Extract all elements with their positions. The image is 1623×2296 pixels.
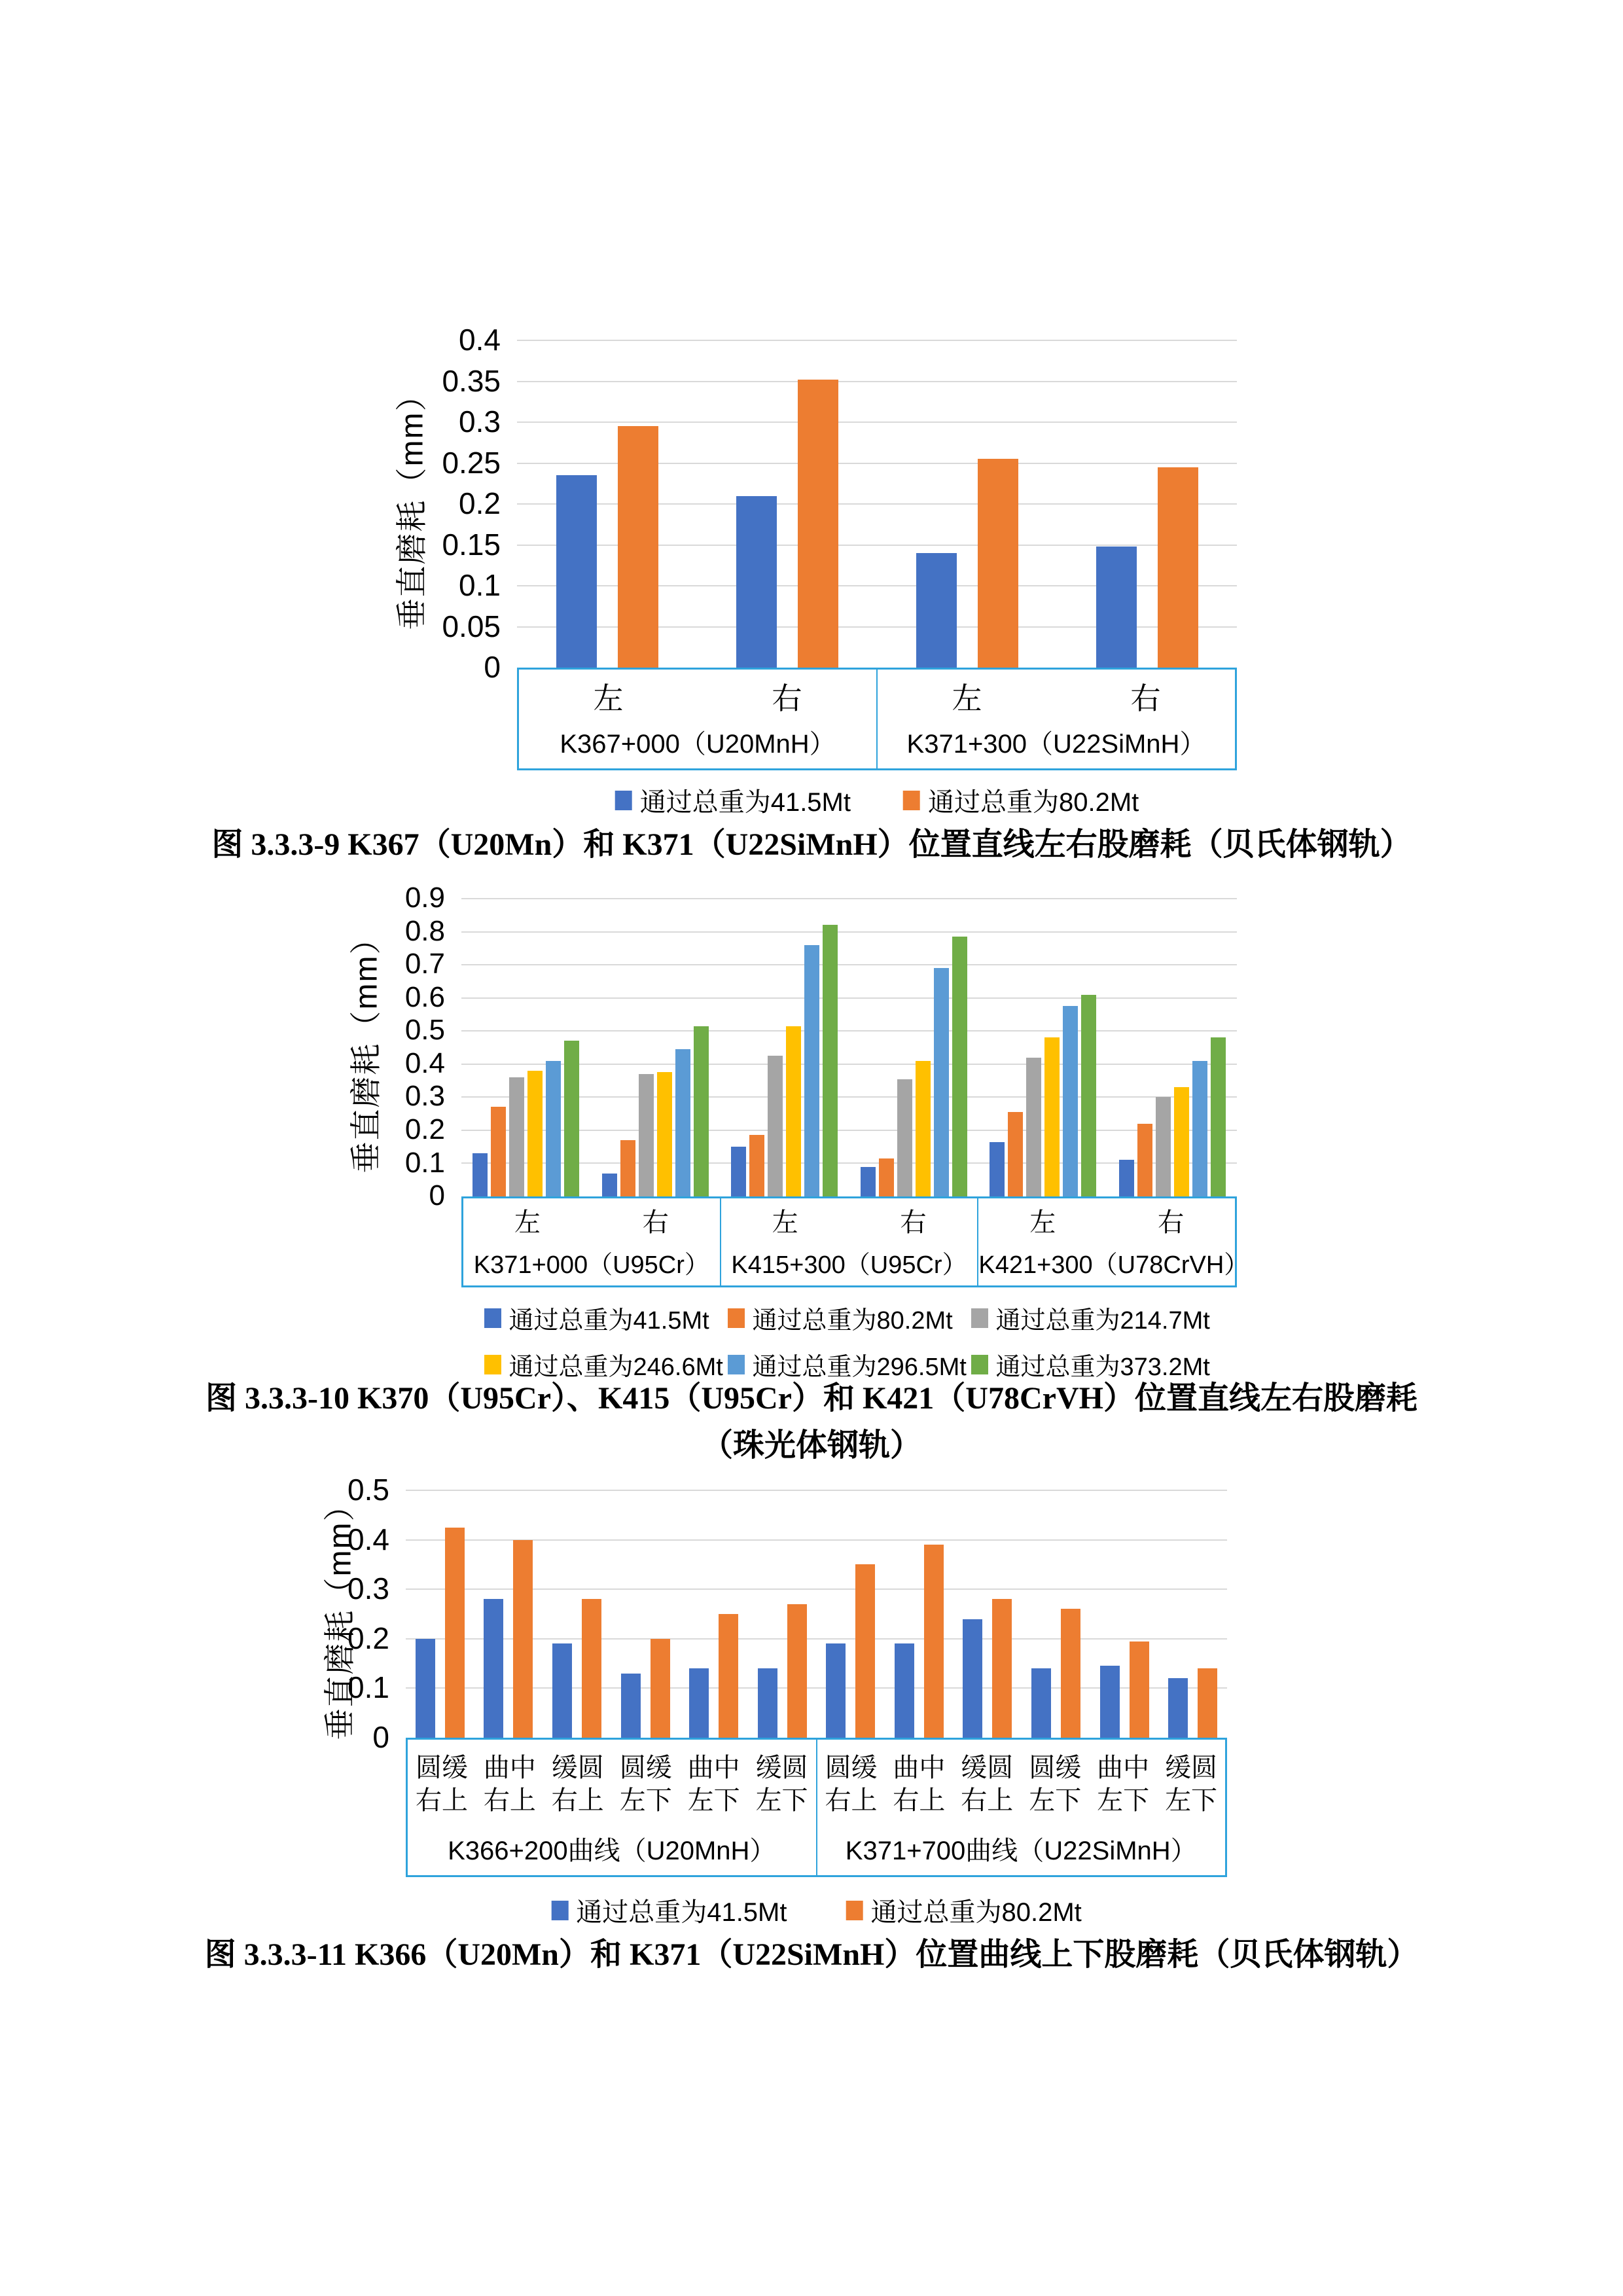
y-axis-title-text: 垂直磨耗（mm）: [349, 922, 384, 1174]
category-label: 左: [952, 681, 982, 715]
category-panel: [406, 1738, 1227, 1877]
category-row: [878, 680, 1235, 718]
bar: [736, 496, 777, 668]
bar: [924, 1545, 944, 1738]
bar: [1158, 467, 1198, 668]
legend-label: 通过总重为80.2Mt: [928, 788, 1139, 817]
y-axis-tick-label: 0.1: [459, 568, 501, 603]
category-label: 缓圆 左下: [755, 1753, 808, 1815]
bar: [1137, 1124, 1152, 1196]
bar: [1081, 995, 1096, 1196]
bar: [689, 1668, 709, 1738]
bar: [484, 1599, 503, 1738]
category-group: [519, 670, 876, 768]
category-label: 圆缓 右上: [415, 1753, 468, 1815]
y-axis-tick-label: 0.2: [459, 486, 501, 521]
category-row: [463, 1206, 720, 1239]
bar: [804, 945, 819, 1196]
category-label: 左: [593, 681, 624, 715]
bar: [509, 1077, 524, 1196]
legend-item: [484, 1300, 728, 1336]
y-axis-tick-label: 0.6: [404, 980, 445, 1013]
y-axis-title-text: 垂直磨耗（mm）: [323, 1488, 358, 1740]
category-label: 曲中 左下: [1097, 1753, 1150, 1815]
bar: [897, 1079, 912, 1196]
category-label: 右: [642, 1208, 669, 1237]
bar: [798, 380, 838, 668]
legend-item: [728, 1346, 971, 1382]
legend-item: [971, 1300, 1215, 1336]
category-panel: [517, 668, 1237, 770]
bar: [719, 1614, 738, 1738]
group-label: K421+300（U78CrVH）: [978, 1251, 1249, 1279]
bar: [445, 1528, 465, 1738]
bar: [879, 1158, 894, 1196]
gridline: [461, 1030, 1237, 1031]
gridline: [461, 898, 1237, 899]
category-label: 曲中 左下: [687, 1753, 740, 1815]
bar: [861, 1167, 876, 1196]
y-axis-tick-label: 0.05: [442, 609, 501, 643]
bar: [675, 1049, 690, 1196]
bar: [639, 1074, 654, 1196]
category-group: [463, 1198, 720, 1285]
legend-label: 通过总重为41.5Mt: [508, 1307, 709, 1335]
category-row: [817, 1751, 1226, 1817]
bar: [556, 475, 597, 668]
category-label: 右: [772, 681, 802, 715]
y-axis-tick-label: 0.3: [348, 1571, 389, 1606]
bar: [731, 1147, 746, 1196]
category-group: [720, 1198, 978, 1285]
plot-area: [517, 340, 1237, 668]
category-row: [978, 1206, 1235, 1239]
legend-label: 通过总重为246.6Mt: [508, 1354, 723, 1381]
group-label: K415+300（U95Cr）: [731, 1251, 967, 1279]
chart-caption: 图 3.3.3-9 K367（U20Mn）和 K371（U22SiMnH）位置直线左右股磨耗（贝氏体钢轨）: [211, 827, 1412, 862]
y-axis-tick-label: 0.7: [404, 948, 445, 980]
gridline: [461, 964, 1237, 965]
group-label: K371+300（U22SiMnH）: [906, 730, 1206, 759]
bar: [1100, 1666, 1120, 1738]
category-label: 左: [772, 1208, 798, 1237]
legend-swatch: [484, 1308, 501, 1328]
chart-caption: 图 3.3.3-11 K366（U20Mn）和 K371（U22SiMnH）位置曲线上下股磨耗（贝氏体钢轨）: [204, 1937, 1419, 1972]
y-axis-tick-label: 0.4: [348, 1522, 389, 1556]
legend-swatch: [728, 1308, 745, 1328]
gridline: [517, 422, 1237, 423]
y-axis-tick-label: 0.25: [442, 445, 501, 480]
bar: [916, 553, 957, 668]
category-row: [408, 1751, 816, 1817]
legend-item: [728, 1300, 971, 1336]
category-label: 曲中 右上: [483, 1753, 536, 1815]
y-axis-tick-label: 0.1: [404, 1146, 445, 1179]
legend-swatch: [615, 791, 632, 810]
bar: [1063, 1006, 1078, 1196]
category-row: [721, 1206, 978, 1239]
legend-item: [551, 1892, 787, 1929]
bar: [1026, 1058, 1041, 1196]
category-group: [816, 1740, 1226, 1875]
legend-label: 通过总重为373.2Mt: [995, 1354, 1210, 1381]
gridline: [517, 381, 1237, 382]
bar: [657, 1072, 672, 1196]
y-axis-title-text: 垂直磨耗（mm）: [395, 378, 430, 630]
legend-label: 通过总重为80.2Mt: [870, 1898, 1082, 1927]
legend-label: 通过总重为214.7Mt: [995, 1307, 1210, 1335]
y-axis-tick-label: 0.4: [404, 1047, 445, 1079]
legend-label: 通过总重为80.2Mt: [752, 1307, 953, 1335]
bar: [1198, 1668, 1217, 1738]
bar: [963, 1619, 982, 1738]
category-label: 圆缓 左下: [1029, 1753, 1082, 1815]
category-label: 右: [900, 1208, 927, 1237]
bar: [621, 1674, 641, 1738]
bar: [758, 1668, 777, 1738]
plot-area: [406, 1490, 1227, 1738]
bar: [823, 925, 838, 1196]
bar: [768, 1056, 783, 1196]
bar: [895, 1643, 914, 1738]
bar: [582, 1599, 601, 1738]
bar: [978, 459, 1018, 668]
legend: [484, 1300, 1215, 1382]
legend-item: [971, 1346, 1215, 1382]
y-axis-tick-label: 0.9: [404, 882, 445, 914]
bar: [992, 1599, 1012, 1738]
gridline: [461, 997, 1237, 999]
chart-caption-line-1: 图 3.3.3-10 K370（U95Cr）、K415（U95Cr）和 K421（U78CrVH）位置直线左右股磨耗: [205, 1381, 1418, 1416]
bar: [1044, 1037, 1060, 1196]
legend-item: [615, 781, 851, 819]
bar: [786, 1026, 801, 1196]
bar: [1130, 1641, 1149, 1738]
category-row: [519, 680, 876, 718]
legend-label: 通过总重为296.5Mt: [752, 1354, 967, 1381]
category-label: 曲中 右上: [893, 1753, 946, 1815]
bar: [416, 1639, 435, 1738]
bar: [826, 1643, 846, 1738]
category-group: [876, 670, 1235, 768]
legend-swatch: [728, 1355, 745, 1374]
y-axis-tick-label: 0.35: [442, 363, 501, 398]
legend-item: [484, 1346, 728, 1382]
group-label: K367+000（U20MnH）: [560, 730, 836, 759]
legend-label: 通过总重为41.5Mt: [576, 1898, 787, 1927]
legend-swatch: [846, 1901, 863, 1920]
category-label: 缓圆 左下: [1165, 1753, 1218, 1815]
y-axis-tick-label: 0.3: [459, 404, 501, 439]
category-label: 左: [514, 1208, 541, 1237]
chart-caption-line-2: （珠光体钢轨）: [701, 1428, 921, 1463]
legend-swatch: [971, 1308, 988, 1328]
bar: [1168, 1678, 1188, 1738]
gridline: [461, 931, 1237, 933]
bar: [749, 1135, 764, 1196]
category-label: 右: [1158, 1208, 1185, 1237]
bar: [694, 1026, 709, 1196]
y-axis-tick-label: 0.5: [348, 1473, 389, 1507]
bar: [602, 1174, 617, 1196]
bar: [564, 1041, 579, 1196]
y-axis-tick-label: 0.2: [348, 1621, 389, 1655]
legend-swatch: [484, 1355, 501, 1374]
y-axis-tick-label: 0: [484, 650, 501, 685]
y-axis-tick-label: 0.4: [459, 323, 501, 357]
legend-label: 通过总重为41.5Mt: [639, 788, 851, 817]
bar: [491, 1107, 506, 1196]
legend-swatch: [971, 1355, 988, 1374]
bar: [552, 1643, 572, 1738]
bar: [527, 1071, 543, 1196]
plot-area: [461, 899, 1237, 1196]
bar: [1031, 1668, 1051, 1738]
y-axis-tick-label: 0.1: [348, 1670, 389, 1705]
bar: [1061, 1609, 1080, 1738]
category-group: [408, 1740, 816, 1875]
y-axis-tick-label: 0.5: [404, 1014, 445, 1047]
category-label: 缓圆 右上: [551, 1753, 604, 1815]
y-axis-tick-label: 0: [429, 1179, 445, 1212]
bar: [1008, 1112, 1023, 1196]
bar: [1156, 1097, 1171, 1196]
category-group: [977, 1198, 1249, 1285]
bar: [651, 1639, 670, 1738]
legend-swatch: [551, 1901, 568, 1920]
bar: [473, 1153, 488, 1196]
bar: [934, 968, 949, 1196]
bar: [513, 1540, 533, 1738]
gridline: [517, 340, 1237, 341]
legend-item: [903, 781, 1139, 819]
category-label: 圆缓 左下: [619, 1753, 672, 1815]
group-label: K371+000（U95Cr）: [473, 1251, 709, 1279]
y-axis-tick-label: 0.2: [404, 1113, 445, 1145]
y-axis-tick-label: 0: [372, 1720, 389, 1755]
y-axis-tick-label: 0.3: [404, 1080, 445, 1113]
legend: [615, 781, 1139, 819]
bar: [990, 1142, 1005, 1196]
bar: [952, 937, 967, 1196]
bar: [916, 1061, 931, 1196]
bar: [787, 1604, 807, 1738]
bar: [1211, 1037, 1226, 1196]
category-label: 右: [1130, 681, 1161, 715]
category-panel: [461, 1196, 1249, 1287]
category-label: 左: [1029, 1208, 1056, 1237]
bar: [1119, 1160, 1134, 1196]
bar: [620, 1140, 635, 1196]
bar: [1192, 1061, 1207, 1196]
legend: [551, 1892, 1082, 1929]
bar: [546, 1061, 561, 1196]
bar: [1174, 1087, 1189, 1196]
group-label: K371+700曲线（U22SiMnH）: [845, 1837, 1197, 1865]
legend-item: [846, 1892, 1082, 1929]
bar: [618, 426, 658, 668]
group-label: K366+200曲线（U20MnH）: [448, 1837, 776, 1865]
legend-swatch: [903, 791, 920, 810]
bar: [855, 1564, 875, 1738]
bar: [1096, 547, 1137, 668]
category-label: 圆缓 右上: [825, 1753, 878, 1815]
gridline: [406, 1490, 1227, 1491]
y-axis-tick-label: 0.8: [404, 914, 445, 947]
category-label: 缓圆 右上: [961, 1753, 1014, 1815]
y-axis-tick-label: 0.15: [442, 527, 501, 562]
